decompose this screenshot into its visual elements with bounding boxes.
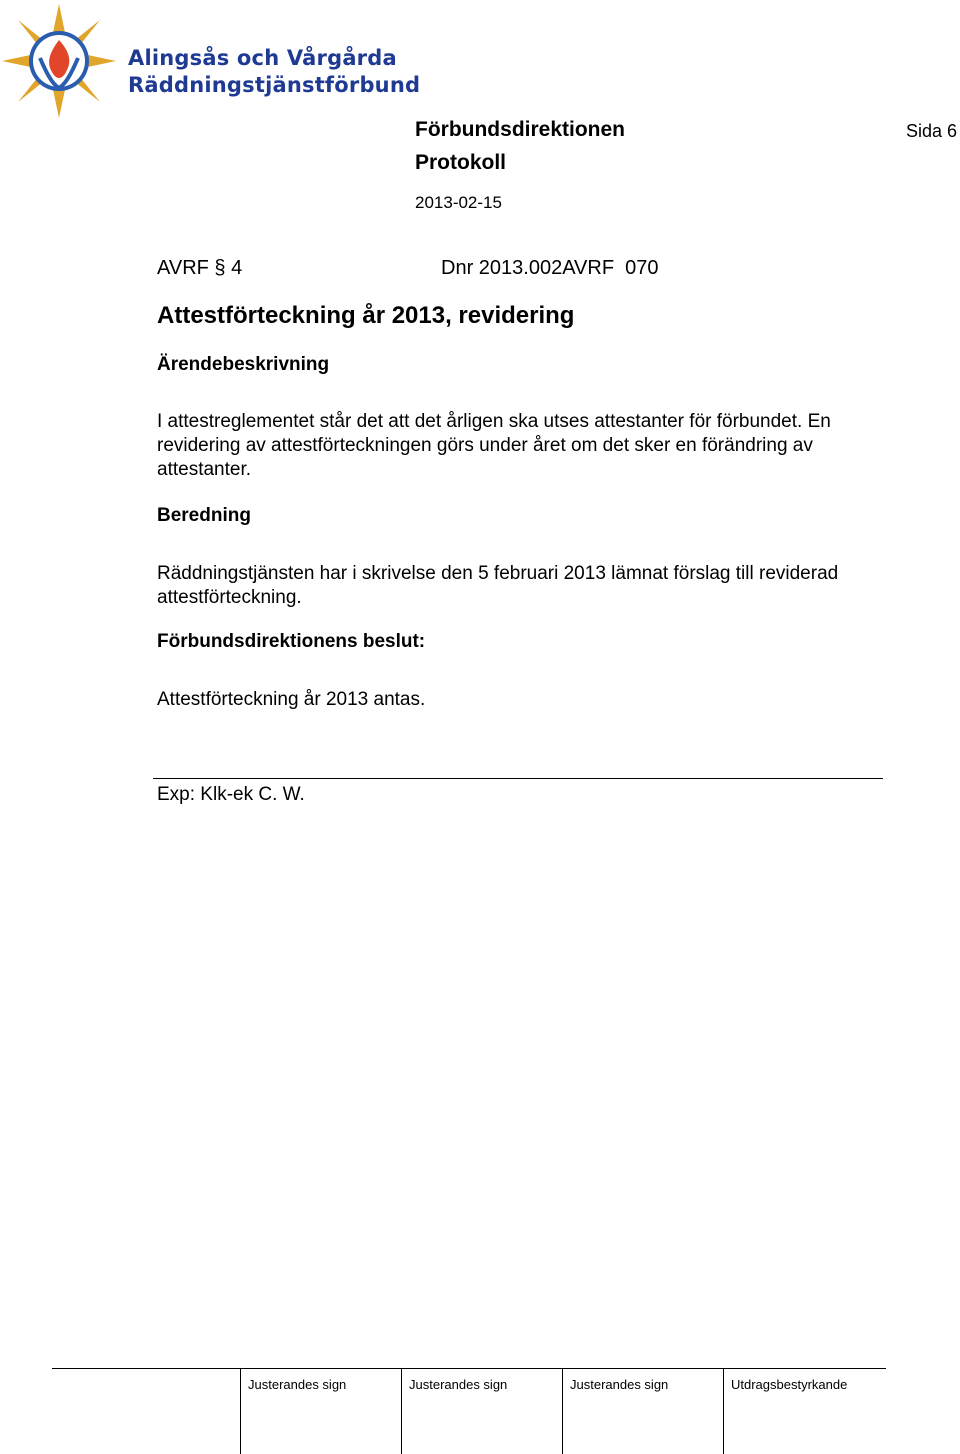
section-heading-description: Ärendebeskrivning <box>157 354 330 375</box>
organization-logo <box>0 0 421 118</box>
emblem-star-flame-icon <box>0 2 118 120</box>
section-text-preparation: Räddningstjänsten har i skrivelse den 5 februari 2013 lämnat förslag till reviderad attestförteckning. <box>157 563 839 608</box>
section-text-decision: Attestförteckning år 2013 antas. <box>157 689 426 710</box>
signature-divider <box>52 1368 886 1369</box>
paragraph-reference: AVRF § 4 <box>157 257 243 279</box>
expedition-note: Exp: Klk-ek C. W. <box>157 784 305 805</box>
signature-label-1: Justerandes sign <box>248 1377 347 1392</box>
signature-box-4 <box>723 1368 724 1454</box>
document-header-title: Förbundsdirektionen <box>415 118 625 141</box>
signature-label-4: Utdragsbestyrkande <box>731 1377 848 1392</box>
signature-label-2: Justerandes sign <box>409 1377 508 1392</box>
expedition-divider <box>153 778 883 779</box>
signature-label-3: Justerandes sign <box>570 1377 669 1392</box>
document-type: Protokoll <box>415 151 507 174</box>
item-title: Attestförteckning år 2013, revidering <box>157 302 575 329</box>
logo-org-name-line2: Räddningstjänstförbund <box>128 73 421 97</box>
section-text-description: I attestreglementet står det att det årligen ska utses attestanter för förbundet. En revidering av attestförteckningen görs under året om det sker en förändring av attestanter. <box>157 411 831 480</box>
meeting-date: 2013-02-15 <box>415 193 502 212</box>
signature-box-3 <box>562 1368 563 1454</box>
signature-box-1 <box>240 1368 241 1454</box>
section-heading-preparation: Beredning <box>157 505 251 526</box>
diary-number: Dnr 2013.002AVRF 070 <box>441 257 659 279</box>
logo-org-name-line1: Alingsås och Vårgårda <box>128 46 397 70</box>
page-number: Sida 6 <box>906 121 958 141</box>
signature-box-2 <box>401 1368 402 1454</box>
section-heading-decision: Förbundsdirektionens beslut: <box>157 631 426 652</box>
